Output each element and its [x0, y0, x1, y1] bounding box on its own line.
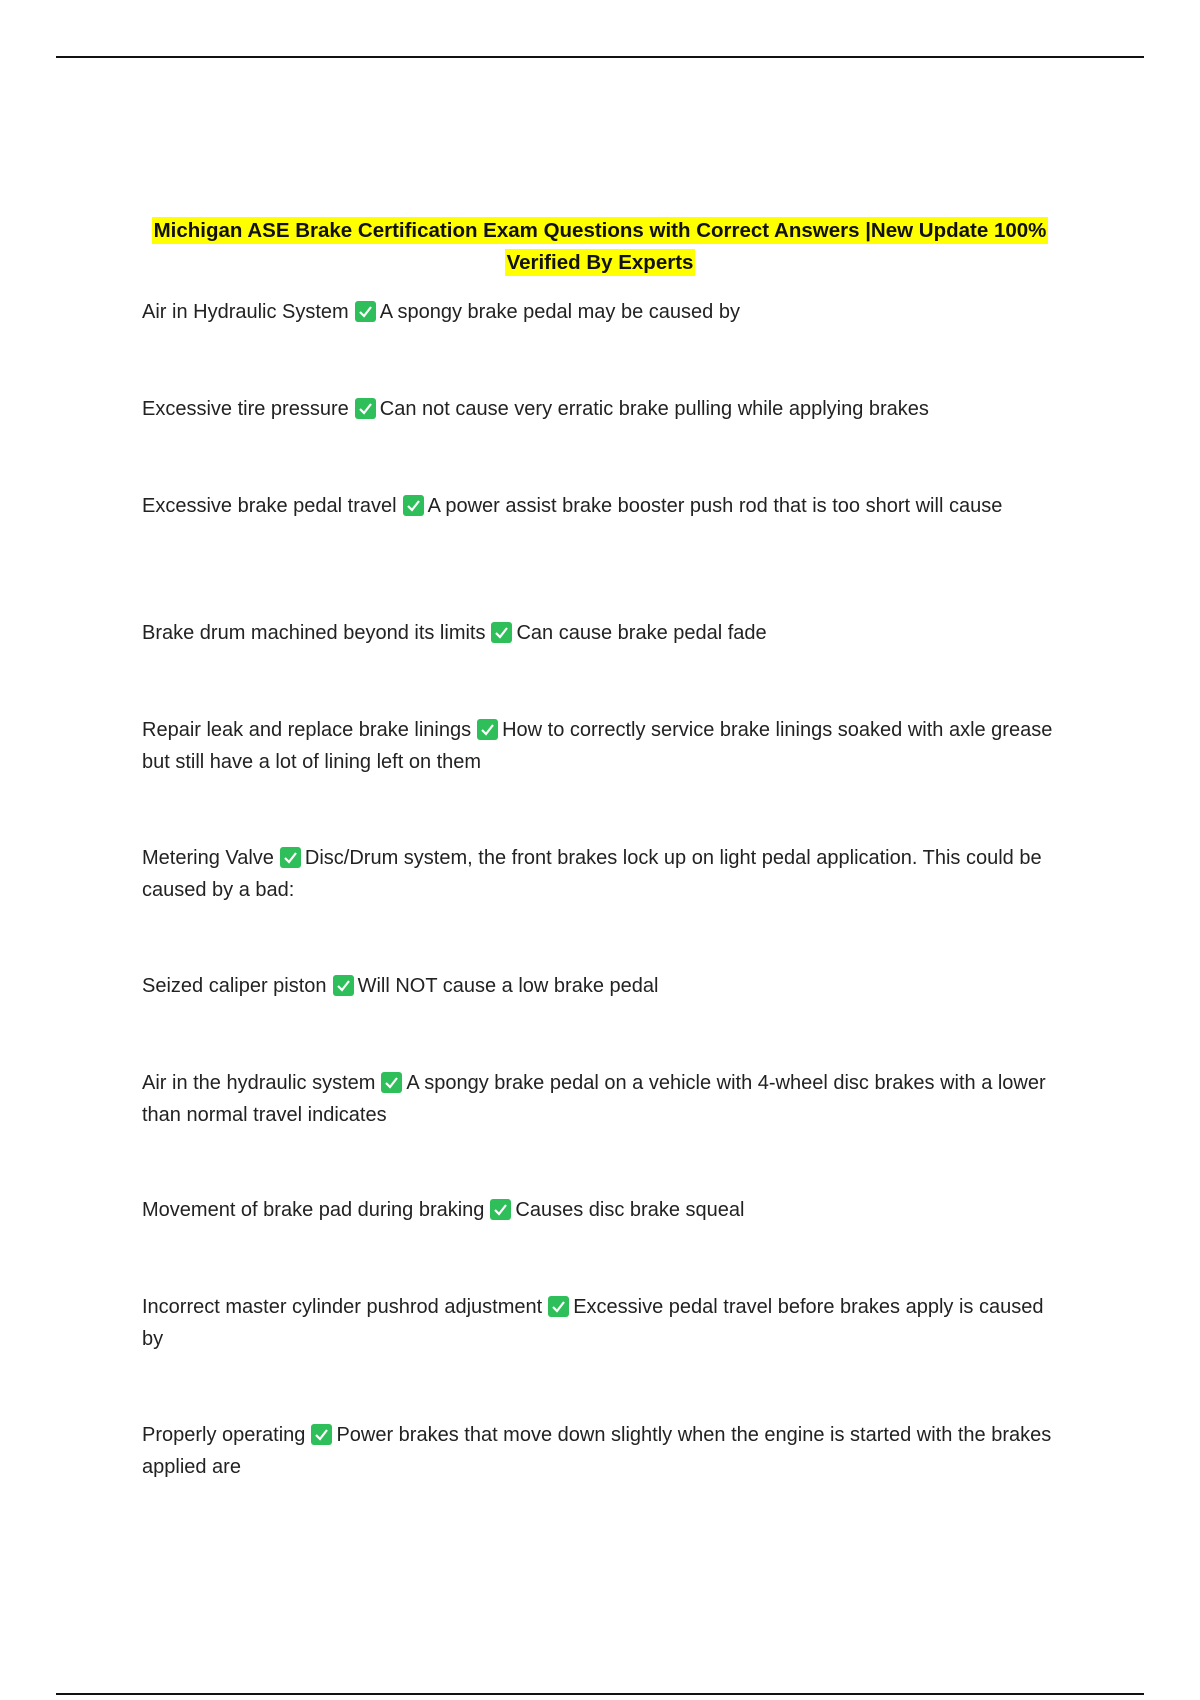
answer-text: Movement of brake pad during braking: [142, 1199, 485, 1221]
qa-item: [142, 296, 1057, 393]
question-text: Will NOT cause a low brake pedal: [357, 975, 659, 997]
check-mark-icon: [280, 847, 301, 868]
qa-item: [142, 1067, 1057, 1194]
title-line-1: Michigan ASE Brake Certification Exam Questions with Correct Answers |New Update 100%: [153, 219, 1047, 242]
check-mark-icon: [333, 975, 354, 996]
question-text: How to correctly service brake linings soaked with axle grease but still have a lot of lining left on them: [142, 719, 1053, 773]
answer-text: Air in Hydraulic System: [142, 301, 349, 323]
answer-text: Excessive brake pedal travel: [142, 495, 397, 517]
question-text: A spongy brake pedal may be caused by: [379, 301, 740, 323]
question-text: A spongy brake pedal on a vehicle with 4-wheel disc brakes with a lower than normal travel indicates: [142, 1072, 1046, 1126]
qa-item: [142, 1419, 1057, 1483]
answer-text: Incorrect master cylinder pushrod adjustment: [142, 1296, 543, 1318]
question-text: A power assist brake booster push rod that is too short will cause: [427, 495, 1003, 517]
check-mark-icon: [490, 1199, 511, 1220]
check-mark-icon: [403, 495, 424, 516]
answer-text: Seized caliper piston: [142, 975, 327, 997]
qa-list: [142, 296, 1057, 1483]
answer-text: Brake drum machined beyond its limits: [142, 622, 486, 644]
document-title: [140, 215, 1060, 279]
check-mark-icon: [355, 398, 376, 419]
question-text: Power brakes that move down slightly when the engine is started with the brakes applied are: [142, 1424, 1052, 1478]
question-text: Can cause brake pedal fade: [516, 622, 767, 644]
check-mark-icon: [477, 719, 498, 740]
check-mark-icon: [381, 1072, 402, 1093]
question-text: Can not cause very erratic brake pulling while applying brakes: [379, 398, 929, 420]
question-text: Excessive pedal travel before brakes apply is caused by: [142, 1296, 1044, 1350]
qa-item: [142, 842, 1057, 970]
qa-item: [142, 1291, 1057, 1419]
question-text: Disc/Drum system, the front brakes lock up on light pedal application. This could be caused by a bad:: [142, 847, 1042, 901]
answer-text: Metering Valve: [142, 847, 274, 869]
answer-text: Air in the hydraulic system: [142, 1072, 376, 1094]
answer-text: Properly operating: [142, 1424, 306, 1446]
bottom-rule: [56, 1693, 1144, 1695]
question-text: Causes disc brake squeal: [515, 1199, 745, 1221]
check-mark-icon: [355, 301, 376, 322]
title-line-2: Verified By Experts: [506, 251, 694, 274]
qa-item: [142, 490, 1057, 617]
qa-item: [142, 1194, 1057, 1291]
answer-text: Excessive tire pressure: [142, 398, 349, 420]
qa-item: [142, 617, 1057, 714]
qa-item: [142, 714, 1057, 842]
check-mark-icon: [491, 622, 512, 643]
answer-text: Repair leak and replace brake linings: [142, 719, 472, 741]
check-mark-icon: [548, 1296, 569, 1317]
qa-item: [142, 970, 1057, 1067]
qa-item: [142, 393, 1057, 490]
top-rule: [56, 56, 1144, 58]
check-mark-icon: [311, 1424, 332, 1445]
